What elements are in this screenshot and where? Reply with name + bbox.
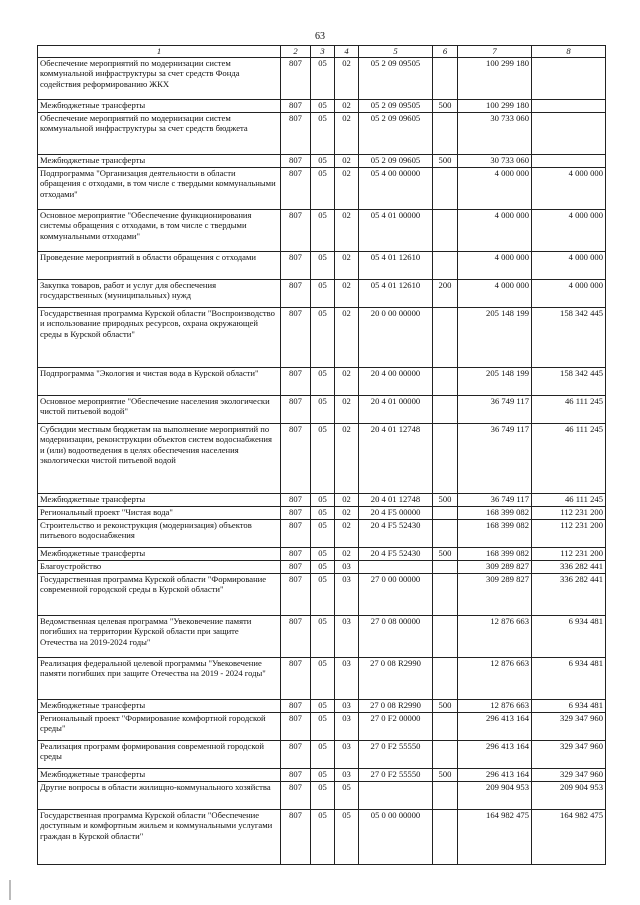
row-name-cell: Государственная программа Курской области "Обеспечение доступным и комфортным жильем и коммунальными услугами граждан в Курской области" xyxy=(38,809,281,864)
amount-year2-cell: 46 111 245 xyxy=(532,493,606,506)
subsection-code-cell: 02 xyxy=(335,506,359,519)
row-name-cell: Подпрограмма "Организация деятельности в области обращения с отходами, в том числе с твердыми коммунальными отходами" xyxy=(38,167,281,209)
amount-year2-cell: 4 000 000 xyxy=(532,251,606,279)
target-article-cell: 20 4 01 12748 xyxy=(359,423,433,493)
page-number: 63 xyxy=(315,31,325,42)
target-article-cell: 05 2 09 09505 xyxy=(359,57,433,99)
amount-year1-cell: 12 876 663 xyxy=(458,615,532,657)
row-name-cell: Межбюджетные трансферты xyxy=(38,768,281,781)
admin-code-cell: 807 xyxy=(281,712,311,740)
admin-code-cell: 807 xyxy=(281,657,311,699)
subsection-code-cell: 03 xyxy=(335,573,359,615)
admin-code-cell: 807 xyxy=(281,209,311,251)
section-code-cell: 05 xyxy=(311,112,335,154)
amount-year2-cell: 4 000 000 xyxy=(532,279,606,307)
table-row xyxy=(38,699,606,712)
admin-code-cell: 807 xyxy=(281,519,311,547)
subsection-code-cell: 02 xyxy=(335,57,359,99)
amount-year1-cell: 309 289 827 xyxy=(458,573,532,615)
section-code-cell: 05 xyxy=(311,699,335,712)
expense-type-cell xyxy=(433,657,458,699)
section-code-cell: 05 xyxy=(311,209,335,251)
table-row xyxy=(38,112,606,154)
section-code-cell: 05 xyxy=(311,712,335,740)
amount-year2-cell: 112 231 200 xyxy=(532,506,606,519)
table-row xyxy=(38,519,606,547)
row-name-cell: Межбюджетные трансферты xyxy=(38,493,281,506)
admin-code-cell: 807 xyxy=(281,547,311,560)
row-name-cell: Другие вопросы в области жилищно-коммунального хозяйства xyxy=(38,781,281,809)
amount-year1-cell: 36 749 117 xyxy=(458,395,532,423)
section-code-cell: 05 xyxy=(311,768,335,781)
table-row xyxy=(38,740,606,768)
row-name-cell: Обеспечение мероприятий по модернизации систем коммунальной инфраструктуры за счет средств бюджета xyxy=(38,112,281,154)
amount-year1-cell: 205 148 199 xyxy=(458,367,532,395)
admin-code-cell: 807 xyxy=(281,768,311,781)
target-article-cell: 20 4 00 00000 xyxy=(359,367,433,395)
subsection-code-cell: 02 xyxy=(335,99,359,112)
target-article-cell: 05 4 00 00000 xyxy=(359,167,433,209)
row-name-cell: Региональный проект "Чистая вода" xyxy=(38,506,281,519)
row-name-cell: Межбюджетные трансферты xyxy=(38,699,281,712)
scan-edge-mark xyxy=(9,880,11,900)
section-code-cell: 05 xyxy=(311,809,335,864)
amount-year1-cell: 296 413 164 xyxy=(458,712,532,740)
target-article-cell: 20 4 01 12748 xyxy=(359,493,433,506)
amount-year2-cell: 336 282 441 xyxy=(532,573,606,615)
row-name-cell: Межбюджетные трансферты xyxy=(38,99,281,112)
expense-type-cell: 500 xyxy=(433,547,458,560)
expense-type-cell xyxy=(433,423,458,493)
amount-year2-cell: 336 282 441 xyxy=(532,560,606,573)
amount-year2-cell: 6 934 481 xyxy=(532,699,606,712)
amount-year1-cell: 4 000 000 xyxy=(458,279,532,307)
row-name-cell: Межбюджетные трансферты xyxy=(38,154,281,167)
amount-year1-cell: 30 733 060 xyxy=(458,154,532,167)
target-article-cell xyxy=(359,560,433,573)
target-article-cell: 27 0 08 00000 xyxy=(359,615,433,657)
row-name-cell: Ведомственная целевая программа "Увековечение памяти погибших на территории Курской области при защите Отечества на 2019-2024 годы" xyxy=(38,615,281,657)
amount-year2-cell: 158 342 445 xyxy=(532,307,606,367)
row-name-cell: Субсидии местным бюджетам на выполнение мероприятий по модернизации, реконструкции объектов систем водоснабжения и (или) водоотведения в целях обеспечения населения экологически чистой питьевой водой xyxy=(38,423,281,493)
section-code-cell: 05 xyxy=(311,251,335,279)
subsection-code-cell: 03 xyxy=(335,768,359,781)
target-article-cell: 05 2 09 09505 xyxy=(359,99,433,112)
admin-code-cell: 807 xyxy=(281,615,311,657)
section-code-cell: 05 xyxy=(311,615,335,657)
target-article-cell: 05 4 01 12610 xyxy=(359,251,433,279)
table-row xyxy=(38,615,606,657)
target-article-cell xyxy=(359,781,433,809)
table-row xyxy=(38,781,606,809)
amount-year1-cell: 205 148 199 xyxy=(458,307,532,367)
amount-year2-cell: 46 111 245 xyxy=(532,395,606,423)
amount-year2-cell: 329 347 960 xyxy=(532,768,606,781)
table-row xyxy=(38,209,606,251)
subsection-code-cell: 03 xyxy=(335,657,359,699)
amount-year2-cell: 4 000 000 xyxy=(532,167,606,209)
row-name-cell: Проведение мероприятий в области обращения с отходами xyxy=(38,251,281,279)
admin-code-cell: 807 xyxy=(281,367,311,395)
amount-year2-cell: 46 111 245 xyxy=(532,423,606,493)
target-article-cell: 20 4 F5 52430 xyxy=(359,519,433,547)
admin-code-cell: 807 xyxy=(281,99,311,112)
table-row xyxy=(38,395,606,423)
admin-code-cell: 807 xyxy=(281,493,311,506)
column-number: 2 xyxy=(281,46,311,58)
amount-year1-cell: 209 904 953 xyxy=(458,781,532,809)
amount-year1-cell: 4 000 000 xyxy=(458,251,532,279)
row-name-cell: Межбюджетные трансферты xyxy=(38,547,281,560)
amount-year2-cell: 164 982 475 xyxy=(532,809,606,864)
subsection-code-cell: 02 xyxy=(335,279,359,307)
expense-type-cell xyxy=(433,57,458,99)
table-row xyxy=(38,573,606,615)
amount-year2-cell: 329 347 960 xyxy=(532,740,606,768)
subsection-code-cell: 02 xyxy=(335,209,359,251)
subsection-code-cell: 02 xyxy=(335,519,359,547)
subsection-code-cell: 05 xyxy=(335,781,359,809)
section-code-cell: 05 xyxy=(311,781,335,809)
amount-year1-cell: 100 299 180 xyxy=(458,99,532,112)
subsection-code-cell: 02 xyxy=(335,547,359,560)
expense-type-cell: 500 xyxy=(433,699,458,712)
subsection-code-cell: 02 xyxy=(335,423,359,493)
expense-type-cell xyxy=(433,395,458,423)
row-name-cell: Благоустройство xyxy=(38,560,281,573)
section-code-cell: 05 xyxy=(311,99,335,112)
section-code-cell: 05 xyxy=(311,279,335,307)
column-number: 3 xyxy=(311,46,335,58)
section-code-cell: 05 xyxy=(311,167,335,209)
subsection-code-cell: 02 xyxy=(335,112,359,154)
expense-type-cell xyxy=(433,560,458,573)
subsection-code-cell: 03 xyxy=(335,560,359,573)
expense-type-cell xyxy=(433,740,458,768)
amount-year2-cell xyxy=(532,112,606,154)
expense-type-cell: 200 xyxy=(433,279,458,307)
amount-year1-cell: 36 749 117 xyxy=(458,423,532,493)
subsection-code-cell: 05 xyxy=(335,809,359,864)
amount-year1-cell: 164 982 475 xyxy=(458,809,532,864)
table-row xyxy=(38,57,606,99)
row-name-cell: Обеспечение мероприятий по модернизации систем коммунальной инфраструктуры за счет средств Фонда содействия реформированию ЖКХ xyxy=(38,57,281,99)
section-code-cell: 05 xyxy=(311,57,335,99)
target-article-cell: 20 4 F5 00000 xyxy=(359,506,433,519)
admin-code-cell: 807 xyxy=(281,809,311,864)
expense-type-cell xyxy=(433,367,458,395)
table-row xyxy=(38,99,606,112)
subsection-code-cell: 03 xyxy=(335,712,359,740)
table-row xyxy=(38,809,606,864)
target-article-cell: 05 4 01 12610 xyxy=(359,279,433,307)
table-row xyxy=(38,167,606,209)
admin-code-cell: 807 xyxy=(281,154,311,167)
subsection-code-cell: 03 xyxy=(335,615,359,657)
target-article-cell: 05 2 09 09605 xyxy=(359,154,433,167)
amount-year2-cell xyxy=(532,57,606,99)
section-code-cell: 05 xyxy=(311,506,335,519)
expense-type-cell xyxy=(433,615,458,657)
amount-year1-cell: 36 749 117 xyxy=(458,493,532,506)
section-code-cell: 05 xyxy=(311,423,335,493)
table-row xyxy=(38,547,606,560)
amount-year2-cell: 329 347 960 xyxy=(532,712,606,740)
admin-code-cell: 807 xyxy=(281,699,311,712)
admin-code-cell: 807 xyxy=(281,279,311,307)
amount-year2-cell: 6 934 481 xyxy=(532,615,606,657)
admin-code-cell: 807 xyxy=(281,781,311,809)
row-name-cell: Государственная программа Курской области "Формирование современной городской среды в Курской области" xyxy=(38,573,281,615)
row-name-cell: Подпрограмма "Экология и чистая вода в Курской области" xyxy=(38,367,281,395)
row-name-cell: Закупка товаров, работ и услуг для обеспечения государственных (муниципальных) нужд xyxy=(38,279,281,307)
admin-code-cell: 807 xyxy=(281,307,311,367)
target-article-cell: 27 0 F2 00000 xyxy=(359,712,433,740)
target-article-cell: 27 0 F2 55550 xyxy=(359,740,433,768)
amount-year2-cell xyxy=(532,154,606,167)
table-row xyxy=(38,657,606,699)
expense-type-cell xyxy=(433,712,458,740)
amount-year1-cell: 168 399 082 xyxy=(458,547,532,560)
table-row xyxy=(38,279,606,307)
column-number-row xyxy=(38,46,606,58)
target-article-cell: 27 0 08 R2990 xyxy=(359,657,433,699)
admin-code-cell: 807 xyxy=(281,167,311,209)
table-row xyxy=(38,493,606,506)
target-article-cell: 05 0 00 00000 xyxy=(359,809,433,864)
expense-type-cell xyxy=(433,781,458,809)
subsection-code-cell: 02 xyxy=(335,307,359,367)
amount-year1-cell: 100 299 180 xyxy=(458,57,532,99)
column-number: 5 xyxy=(359,46,433,58)
row-name-cell: Основное мероприятие "Обеспечение функционирования системы обращения с отходами, в том числе с твердыми коммунальными отходами" xyxy=(38,209,281,251)
admin-code-cell: 807 xyxy=(281,112,311,154)
amount-year1-cell: 4 000 000 xyxy=(458,167,532,209)
amount-year1-cell: 12 876 663 xyxy=(458,657,532,699)
expense-type-cell xyxy=(433,307,458,367)
amount-year2-cell: 209 904 953 xyxy=(532,781,606,809)
amount-year1-cell: 296 413 164 xyxy=(458,768,532,781)
amount-year2-cell: 112 231 200 xyxy=(532,519,606,547)
column-number: 1 xyxy=(38,46,281,58)
amount-year2-cell: 4 000 000 xyxy=(532,209,606,251)
admin-code-cell: 807 xyxy=(281,423,311,493)
subsection-code-cell: 02 xyxy=(335,251,359,279)
budget-table xyxy=(37,45,606,865)
expense-type-cell xyxy=(433,209,458,251)
expense-type-cell xyxy=(433,573,458,615)
target-article-cell: 27 0 08 R2990 xyxy=(359,699,433,712)
expense-type-cell xyxy=(433,809,458,864)
section-code-cell: 05 xyxy=(311,547,335,560)
target-article-cell: 27 0 00 00000 xyxy=(359,573,433,615)
amount-year1-cell: 168 399 082 xyxy=(458,506,532,519)
section-code-cell: 05 xyxy=(311,395,335,423)
subsection-code-cell: 02 xyxy=(335,167,359,209)
section-code-cell: 05 xyxy=(311,493,335,506)
amount-year2-cell: 112 231 200 xyxy=(532,547,606,560)
expense-type-cell xyxy=(433,167,458,209)
row-name-cell: Основное мероприятие "Обеспечение населения экологически чистой питьевой водой" xyxy=(38,395,281,423)
amount-year1-cell: 296 413 164 xyxy=(458,740,532,768)
target-article-cell: 27 0 F2 55550 xyxy=(359,768,433,781)
target-article-cell: 05 4 01 00000 xyxy=(359,209,433,251)
row-name-cell: Региональный проект "Формирование комфортной городской среды" xyxy=(38,712,281,740)
subsection-code-cell: 02 xyxy=(335,367,359,395)
section-code-cell: 05 xyxy=(311,519,335,547)
expense-type-cell xyxy=(433,112,458,154)
section-code-cell: 05 xyxy=(311,657,335,699)
expense-type-cell: 500 xyxy=(433,99,458,112)
subsection-code-cell: 02 xyxy=(335,154,359,167)
admin-code-cell: 807 xyxy=(281,251,311,279)
admin-code-cell: 807 xyxy=(281,506,311,519)
admin-code-cell: 807 xyxy=(281,57,311,99)
admin-code-cell: 807 xyxy=(281,573,311,615)
target-article-cell: 20 4 F5 52430 xyxy=(359,547,433,560)
table-row xyxy=(38,506,606,519)
table-row xyxy=(38,560,606,573)
subsection-code-cell: 02 xyxy=(335,493,359,506)
table-row xyxy=(38,367,606,395)
expense-type-cell xyxy=(433,519,458,547)
section-code-cell: 05 xyxy=(311,560,335,573)
amount-year1-cell: 30 733 060 xyxy=(458,112,532,154)
amount-year1-cell: 12 876 663 xyxy=(458,699,532,712)
admin-code-cell: 807 xyxy=(281,395,311,423)
expense-type-cell: 500 xyxy=(433,493,458,506)
row-name-cell: Реализация федеральной целевой программы "Увековечение памяти погибших при защите Отечества на 2019 - 2024 годы" xyxy=(38,657,281,699)
amount-year2-cell xyxy=(532,99,606,112)
column-number: 4 xyxy=(335,46,359,58)
expense-type-cell: 500 xyxy=(433,768,458,781)
table-row xyxy=(38,307,606,367)
amount-year1-cell: 168 399 082 xyxy=(458,519,532,547)
target-article-cell: 20 0 00 00000 xyxy=(359,307,433,367)
table-row xyxy=(38,768,606,781)
section-code-cell: 05 xyxy=(311,367,335,395)
amount-year2-cell: 6 934 481 xyxy=(532,657,606,699)
row-name-cell: Строительство и реконструкция (модернизация) объектов питьевого водоснабжения xyxy=(38,519,281,547)
subsection-code-cell: 03 xyxy=(335,699,359,712)
table-row xyxy=(38,423,606,493)
column-number: 7 xyxy=(458,46,532,58)
amount-year2-cell: 158 342 445 xyxy=(532,367,606,395)
table-row xyxy=(38,154,606,167)
table-row xyxy=(38,712,606,740)
expense-type-cell: 500 xyxy=(433,154,458,167)
row-name-cell: Государственная программа Курской области "Воспроизводство и использование природных ресурсов, охрана окружающей среды в Курской области" xyxy=(38,307,281,367)
amount-year1-cell: 4 000 000 xyxy=(458,209,532,251)
section-code-cell: 05 xyxy=(311,573,335,615)
target-article-cell: 20 4 01 00000 xyxy=(359,395,433,423)
expense-type-cell xyxy=(433,506,458,519)
admin-code-cell: 807 xyxy=(281,560,311,573)
amount-year1-cell: 309 289 827 xyxy=(458,560,532,573)
column-number: 8 xyxy=(532,46,606,58)
expense-type-cell xyxy=(433,251,458,279)
section-code-cell: 05 xyxy=(311,740,335,768)
column-number: 6 xyxy=(433,46,458,58)
section-code-cell: 05 xyxy=(311,154,335,167)
section-code-cell: 05 xyxy=(311,307,335,367)
subsection-code-cell: 02 xyxy=(335,395,359,423)
row-name-cell: Реализация программ формирования современной городской среды xyxy=(38,740,281,768)
admin-code-cell: 807 xyxy=(281,740,311,768)
subsection-code-cell: 03 xyxy=(335,740,359,768)
table-row xyxy=(38,251,606,279)
target-article-cell: 05 2 09 09605 xyxy=(359,112,433,154)
